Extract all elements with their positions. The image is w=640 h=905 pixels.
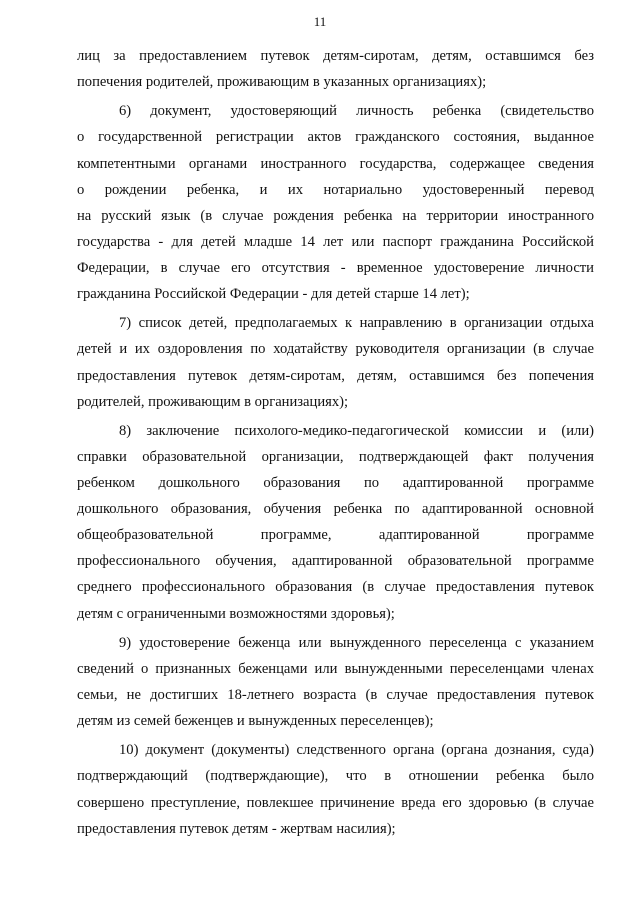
- text-line: общеобразовательной программе, адаптированной программе: [77, 527, 594, 544]
- item-7-first-line: 7) список детей, предполагаемых к направлению в организации отдыха: [119, 315, 594, 332]
- item-10-first-line: 10) документ (документы) следственного органа (органа дознания, суда): [119, 742, 594, 759]
- text-line: лиц за предоставлением путевок детям-сиротам, детям, оставшимся без: [77, 48, 594, 64]
- text-line: справки образовательной организации, подтверждающей факт получения: [77, 448, 594, 465]
- item-9-first-line: 9) удостоверение беженца или вынужденного переселенца с указанием: [119, 634, 594, 651]
- text-line: сведений о признанных беженцами или вынужденными переселенцами членах: [77, 660, 594, 677]
- text-line: детей и их оздоровления по ходатайству руководителя организации (в случае: [77, 341, 594, 358]
- text-line: совершено преступление, повлекшее причинение вреда его здоровью (в случае: [77, 794, 594, 811]
- text-line: среднего профессионального образования (в случае предоставления путевок: [77, 579, 594, 596]
- page-number: 11: [313, 14, 327, 29]
- text-line: гражданина Российской Федерации - для детей старше 14 лет);: [77, 286, 470, 303]
- text-line: родителей, проживающим в организациях);: [77, 393, 349, 410]
- text-line: ребенком дошкольного образования по адаптированной программе: [77, 475, 594, 492]
- item-8-first-line: 8) заключение психолого-медико-педагогической комиссии и (или): [119, 422, 594, 439]
- text-line: семьи, не достигших 18-летнего возраста (в случае предоставления путевок: [77, 687, 594, 703]
- text-line: на русский язык (в случае рождения ребенка на территории иностранного: [77, 207, 594, 224]
- text-line: детям с ограниченными возможностями здоровья);: [77, 605, 395, 622]
- document-body: [77, 43, 594, 842]
- text-line: предоставления путевок детям-сиротам, детям, оставшимся без попечения: [77, 367, 594, 384]
- item-6-first-line: 6) документ, удостоверяющий личность ребенка (свидетельство: [119, 103, 594, 120]
- text-line: дошкольного образования, обучения ребенка по адаптированной основной: [77, 501, 594, 518]
- text-line: о рождении ребенка, и их нотариально удостоверенный перевод: [77, 181, 594, 198]
- text-line: предоставления путевок детям - жертвам насилия);: [77, 820, 396, 837]
- text-line: компетентными органами иностранного государства, содержащее сведения: [77, 155, 594, 172]
- text-line: профессионального обучения, адаптированной образовательной программе: [77, 553, 594, 570]
- text-line: государства - для детей младше 14 лет или паспорт гражданина Российской: [77, 233, 594, 250]
- text-line: о государственной регистрации актов гражданского состояния, выданное: [77, 129, 594, 146]
- text-line: попечения родителей, проживающим в указанных организациях);: [77, 74, 487, 91]
- text-line: Федерации, в случае его отсутствия - временное удостоверение личности: [77, 259, 594, 276]
- text-line: подтверждающий (подтверждающие), что в отношении ребенка было: [77, 768, 594, 785]
- text-line: детям из семей беженцев и вынужденных переселенцев);: [77, 713, 434, 730]
